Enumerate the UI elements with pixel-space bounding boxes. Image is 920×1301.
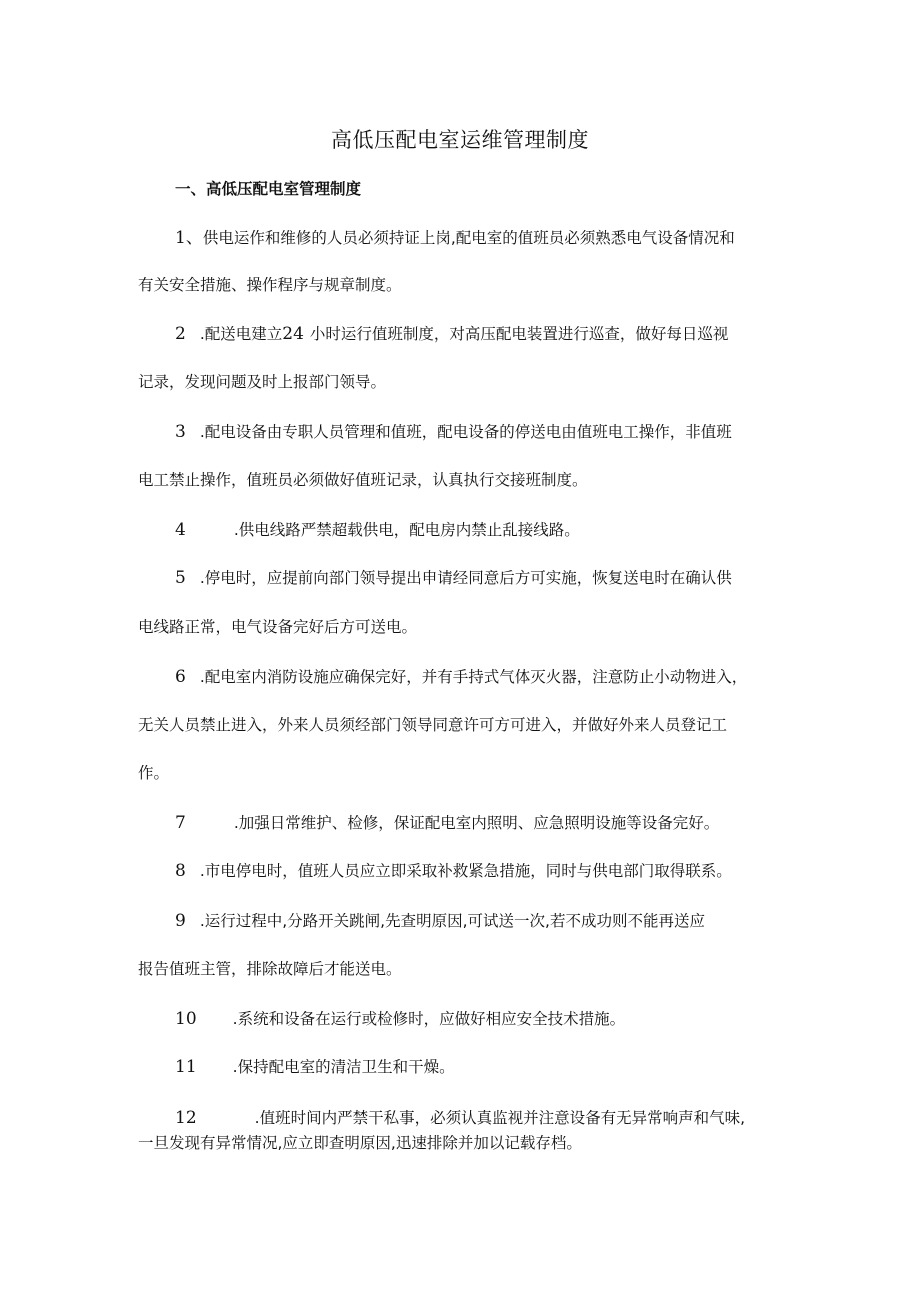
item-number: 1、 [175,228,203,248]
item-number: 12 [175,1108,197,1128]
item-10-line-1 [175,1009,625,1029]
item-text: .保持配电室的清洁卫生和干燥。 [232,1058,455,1076]
item-2-line-2: 记录，发现问题及时上报部门领导。 [138,373,387,391]
item-text: .供电线路严禁超载供电，配电房内禁止乱接线路。 [233,521,580,539]
item-number: 5 [175,568,186,588]
item-number: 9 [175,911,186,931]
item-12-line-2: 一旦发现有异常情况,应立即查明原因,迅速排除并加以记载存档。 [138,1134,582,1152]
item-number: 3 [175,422,186,442]
item-7-line-1 [175,813,719,833]
item-9-line-1 [175,911,705,931]
item-text: .停电时，应提前向部门领导提出申请经同意后方可实施，恢复送电时在确认供 [199,569,732,587]
item-number: 8 [175,861,186,881]
item-text: .配电设备由专职人员管理和值班，配电设备的停送电由值班电工操作，非值班 [199,423,732,441]
item-number: 11 [175,1057,197,1077]
item-number: 7 [175,813,186,833]
item-number: 10 [175,1009,197,1029]
item-text: .配电室内消防设施应确保完好，并有手持式气体灭火器，注意防止小动物进入， [199,668,748,686]
item-number: 6 [175,667,186,687]
item-text: .值班时间内严禁干私事，必须认真监视并注意设备有无异常响声和气味, [254,1109,745,1127]
item-text-cont: 小时运行值班制度，对高压配电装置进行巡查，做好每日巡视 [309,325,729,343]
item-4-line-1 [175,520,580,540]
item-5-line-2: 电线路正常，电气设备完好后方可送电。 [138,618,418,636]
item-2-line-1 [175,324,728,344]
item-number: 2 [175,324,186,344]
item-inline-number: 24 [282,324,304,344]
document-title: 高低压配电室运维管理制度 [331,128,589,152]
item-12-line-1 [175,1108,745,1128]
item-9-line-2: 报告值班主管，排除故障后才能送电。 [138,960,402,978]
item-number: 4 [175,520,186,540]
item-3-line-2: 电工禁止操作，值班员必须做好值班记录，认真执行交接班制度。 [138,471,588,489]
item-text: .运行过程中,分路开关跳闸,先查明原因,可试送一次,若不成功则不能再送应 [199,912,705,930]
item-1-line-2: 有关安全措施、操作程序与规章制度。 [138,276,402,294]
item-1-line-1 [175,228,735,248]
item-text: .配送电建立 [199,325,283,343]
section-heading: 一、高低压配电室管理制度 [175,180,362,198]
item-text: .系统和设备在运行或检修时，应做好相应安全技术措施。 [232,1010,626,1028]
item-6-line-1 [175,667,747,687]
item-text: 供电运作和维修的人员必须持证上岗,配电室的值班员必须熟悉电气设备情况和 [202,229,735,247]
item-3-line-1 [175,422,732,442]
item-6-line-2: 无关人员禁止进入，外来人员须经部门领导同意许可方可进入，并做好外来人员登记工 [138,716,728,734]
item-6-line-3: 作。 [138,764,170,782]
item-8-line-1 [175,861,732,881]
item-5-line-1 [175,568,732,588]
item-text: .加强日常维护、检修，保证配电室内照明、应急照明设施等设备完好。 [233,814,720,832]
item-text: .市电停电时，值班人员应立即采取补救紧急措施，同时与供电部门取得联系。 [199,862,732,880]
item-11-line-1 [175,1057,455,1077]
